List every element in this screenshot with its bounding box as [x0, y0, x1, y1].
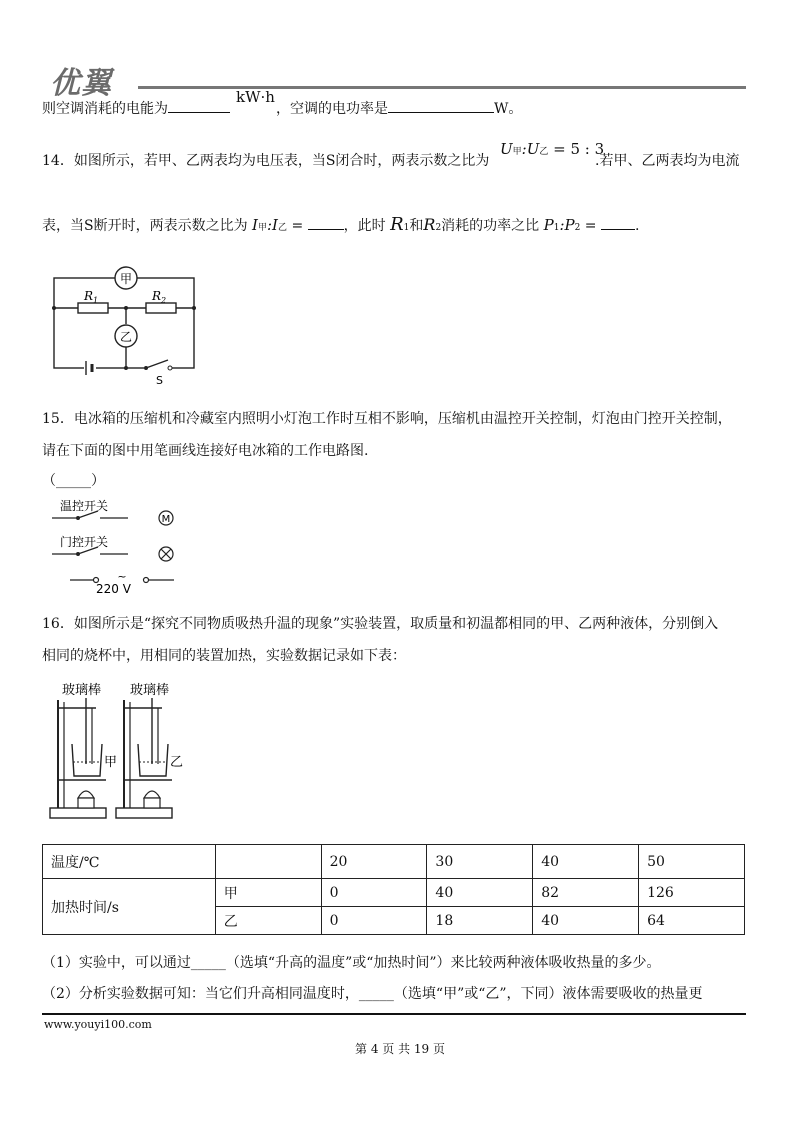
table-cell: 40 — [533, 845, 639, 879]
switch-label: S — [156, 374, 163, 387]
table-cell: 加热时间/s — [43, 879, 216, 935]
q16-line1: 16．如图所示是“探究不同物质吸热升温的现象”实验装置，取质量和初温都相同的甲、乙两种液体，分别倒入 — [42, 616, 719, 632]
burner-icon — [144, 791, 160, 798]
table-cell: 40 — [427, 879, 533, 907]
answer-blank — [308, 215, 344, 230]
answer-blank — [388, 98, 494, 113]
table-header-row — [43, 845, 745, 879]
table-cell: 40 — [533, 907, 639, 935]
resistor-symbol: R — [423, 215, 436, 234]
q14-line1 — [42, 150, 489, 170]
burner-icon — [78, 791, 94, 798]
liquid-a-label: 甲 — [104, 755, 118, 770]
resistor-sub: 2 — [435, 223, 442, 233]
ratio-sub: 甲 — [257, 223, 267, 233]
answer-blank — [168, 98, 230, 113]
q13-line — [42, 98, 230, 118]
table-row — [43, 879, 745, 907]
ratio-sub: 乙 — [277, 223, 287, 233]
ratio-symbol: :U — [521, 140, 540, 158]
q13-prefix: 则空调消耗的电能为 — [42, 101, 168, 117]
ratio-eq: = — [287, 218, 304, 234]
q14-line1-text: 14．如图所示，若甲、乙两表均为电压表，当S闭合时，两表示数之比为 — [42, 153, 490, 169]
q14-and: 和 — [409, 218, 424, 234]
ratio-sub: 乙 — [539, 147, 549, 157]
heating-apparatus-figure — [44, 680, 194, 825]
meter-b-label: 乙 — [119, 330, 133, 344]
table-cell: 20 — [321, 845, 427, 879]
r2-label: $R_2$ — [152, 289, 167, 305]
power-symbol: :P — [559, 216, 575, 234]
meter-a-label: 甲 — [119, 272, 133, 286]
power-eq: = — [580, 218, 597, 234]
table-cell: 50 — [639, 845, 745, 879]
q15-line2: 请在下面的图中用笔画线连接好电冰箱的工作电路图. — [42, 443, 369, 459]
q14-end: . — [634, 218, 640, 234]
q16-sub1: （1）实验中，可以通过_____（选填“升高的温度”或“加热时间”）来比较两种液体吸收热量的多少。 — [42, 955, 661, 971]
footer-url: www.youyi100.com — [44, 1018, 152, 1031]
table-cell: 0 — [321, 879, 427, 907]
resistor-symbol: R — [390, 214, 404, 235]
table-cell: 18 — [427, 907, 533, 935]
q14-line2-text: 表，当S断开时，两表示数之比为 — [42, 218, 248, 234]
ratio-symbol: I — [252, 216, 258, 234]
q13-middle: ，空调的电功率是 — [276, 101, 388, 117]
circuit-wire — [54, 278, 194, 368]
ratio-sub: 甲 — [512, 147, 522, 157]
ratio-value: = 5 : 3 — [548, 140, 605, 158]
source-label: 220 V — [96, 582, 131, 594]
door-switch-label: 门控开关 — [60, 535, 109, 549]
thermostat-switch-label: 温控开关 — [60, 499, 109, 513]
q16-sub2: （2）分析实验数据可知：当它们升高相同温度时，_____（选填“甲”或“乙”，下同）液体需要吸收的热量更 — [42, 986, 703, 1002]
q13-line-b — [276, 98, 522, 118]
glass-rod-label-1: 玻璃棒 — [62, 683, 102, 698]
apparatus-left — [50, 698, 106, 818]
header-rule — [138, 86, 746, 89]
q16-line2: 相同的烧杯中，用相同的装置加热，实验数据记录如下表： — [42, 648, 406, 664]
power-sub: 2 — [574, 223, 581, 233]
data-table — [42, 844, 745, 935]
table-cell: 乙 — [215, 907, 321, 935]
liquid-b-label: 乙 — [170, 755, 184, 770]
table-cell: 64 — [639, 907, 745, 935]
page-number: 第 4 页 共 19 页 — [355, 1042, 445, 1056]
q14-line2-b: ，此时 — [343, 218, 386, 234]
q13-unit: kW·h — [236, 88, 275, 106]
q13-unit2: W。 — [494, 101, 523, 117]
power-symbol: P — [543, 216, 554, 234]
circuit-components-15 — [48, 494, 198, 594]
circuit-diagram-14 — [48, 262, 208, 387]
table-cell: 30 — [427, 845, 533, 879]
table-cell: 温度/℃ — [43, 845, 216, 879]
q14-line2 — [42, 214, 639, 235]
ratio-symbol: :I — [267, 216, 278, 234]
table-cell: 甲 — [215, 879, 321, 907]
table-cell: 0 — [321, 907, 427, 935]
answer-blank — [601, 215, 635, 230]
q14-ratio1 — [500, 140, 604, 158]
r1-label: $R_1$ — [84, 289, 99, 305]
motor-label: M — [161, 514, 171, 525]
glass-rod-label-2: 玻璃棒 — [130, 683, 170, 698]
q14-line2-c: 消耗的功率之比 — [441, 218, 540, 234]
q14-line1-b: .若甲、乙两表均为电流 — [595, 153, 740, 169]
ratio-symbol: U — [500, 140, 513, 158]
terminal-icon — [144, 578, 149, 583]
q15-line1: 15．电冰箱的压缩机和冷藏室内照明小灯泡工作时互相不影响，压缩机由温控开关控制，灯泡由门控开关控制， — [42, 411, 732, 427]
table-cell: 82 — [533, 879, 639, 907]
resistor-sub: 1 — [403, 223, 410, 233]
apparatus-right — [116, 698, 172, 818]
ac-symbol: ~ — [117, 570, 127, 583]
table-cell — [215, 845, 321, 879]
table-cell: 126 — [639, 879, 745, 907]
footer-rule — [42, 1013, 746, 1015]
q15-answer: （_____） — [42, 473, 105, 489]
beaker-icon — [72, 744, 102, 776]
beaker-icon — [138, 744, 168, 776]
power-sub: 1 — [553, 223, 560, 233]
brand-logo: 优翼 — [50, 66, 112, 101]
